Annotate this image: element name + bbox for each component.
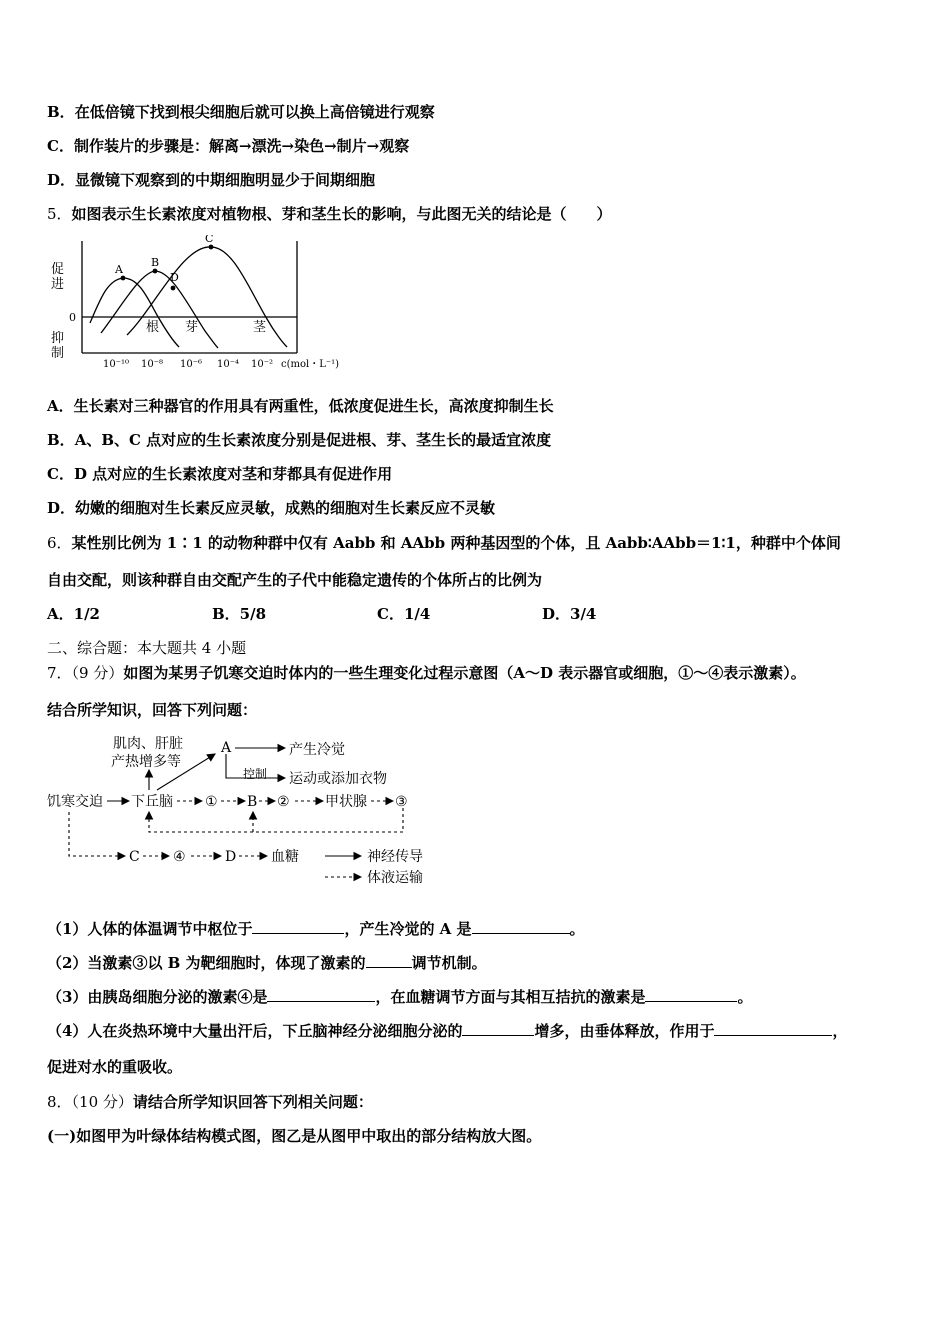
x-unit: c(mol・L⁻¹) [281,359,340,370]
point-c [209,245,214,250]
legend-fluid: 体液运输 [367,870,423,886]
q8-part1: (一)如图甲为叶绿体结构模式图，图乙是从图甲中取出的部分结构放大图。 [47,1127,542,1145]
bud-curve [101,271,218,348]
label-a: A [115,263,123,276]
organ-stem: 茎 [253,320,267,335]
q7-stem-line2: 结合所学知识，回答下列问题： [47,701,258,719]
organ-root: 根 [146,320,160,335]
answer-blank[interactable] [252,918,344,934]
node-heat: 产热增多等 [111,754,181,770]
point-b [153,269,158,274]
node-muscle-liver: 肌肉、肝脏 [113,736,183,752]
node-thyroid: 甲状腺 [325,794,367,810]
tick-2: 10⁻⁸ [141,359,164,370]
tick-5: 10⁻² [251,359,274,370]
root-curve [90,278,179,347]
answer-blank[interactable] [267,986,375,1002]
tick-3: 10⁻⁶ [180,359,203,370]
node-hormone-2: ② [277,794,290,810]
auxin-graph [45,235,365,375]
q6-stem-line2: 自由交配，则该种群自由交配产生的子代中能稳定遗传的个体所占的比例为 [47,571,543,589]
node-control: 控制 [243,767,268,781]
q7-stem-line1: 7．（9 分）如图为某男子饥寒交迫时体内的一些生理变化过程示意图（A～D 表示器官或细胞，①～④表示激素）。 [47,664,806,682]
q5-option-a: A．生长素对三种器官的作用具有两重性，低浓度促进生长，高浓度抑制生长 [47,397,554,415]
node-c: C [129,849,140,865]
q6-option-c: C．1/4 [377,605,431,623]
q7-sub3: （3）由胰岛细胞分泌的激素④是 ，在血糖调节方面与其相互拮抗的激素是 。 [47,988,753,1006]
tick-1: 10⁻¹⁰ [103,359,130,370]
organ-bud: 芽 [185,320,199,335]
node-hypothalamus: 下丘脑 [131,794,173,810]
answer-blank[interactable] [462,1020,534,1036]
q7-sub4-line2: 促进对水的重吸收。 [47,1058,183,1076]
q5-option-d: D．幼嫩的细胞对生长素反应灵敏，成熟的细胞对生长素反应不灵敏 [47,499,496,517]
q6-stem-line1: 6．某性别比例为 1∶1 的动物种群中仅有 Aabb 和 AAbb 两种基因型的个体，且 Aabb∶AAbb＝1∶1，种群中个体间 [47,534,841,552]
y-zero: 0 [69,311,76,324]
y-label-promote: 促 [51,262,65,277]
q4-option-c: C．制作装片的步骤是：解离→漂洗→染色→制片→观察 [47,137,410,155]
answer-blank[interactable] [472,918,570,934]
label-c: C [205,235,214,245]
answer-blank[interactable] [645,986,737,1002]
q5-stem: 5．如图表示生长素浓度对植物根、芽和茎生长的影响，与此图无关的结论是（ ） [47,205,612,223]
node-blood-sugar: 血糖 [271,849,299,865]
section-title: 二、综合题：本大题共 4 小题 [47,639,247,657]
point-a [121,276,126,281]
q4-option-d: D．显微镜下观察到的中期细胞明显少于间期细胞 [47,171,376,189]
q5-option-c: C．D 点对应的生长素浓度对茎和芽都具有促进作用 [47,465,393,483]
tick-4: 10⁻⁴ [217,359,240,370]
q7-sub4: （4）人在炎热环境中大量出汗后，下丘脑神经分泌细胞分泌的 增多，由垂体释放，作用于 ， [47,1022,848,1040]
q7-sub2: （2）当激素③以 B 为靶细胞时，体现了激素的 调节机制。 [47,954,487,972]
q6-option-b: B．5/8 [212,605,267,623]
q8-stem: 8．（10 分）请结合所学知识回答下列相关问题： [47,1093,373,1111]
point-d [171,286,176,291]
answer-blank[interactable] [714,1020,832,1036]
q6-option-d: D．3/4 [542,605,597,623]
legend-nerve: 神经传导 [367,849,423,865]
node-b: B [247,794,258,810]
q6-option-a: A．1/2 [47,605,100,623]
node-a: A [221,740,232,756]
label-d: D [170,271,179,284]
node-exercise: 运动或添加衣物 [289,771,387,787]
q7-sub1: （1）人体的体温调节中枢位于 ，产生冷觉的 A 是 。 [47,920,585,938]
y-label-promote-2: 进 [51,277,65,292]
node-d: D [225,849,237,865]
y-label-inhibit: 抑 [51,331,65,346]
node-cold-hunger: 饥寒交迫 [47,794,103,810]
q5-option-b: B．A、B、C 点对应的生长素浓度分别是促进根、芽、茎生长的最适宜浓度 [47,431,552,449]
label-b: B [151,256,160,269]
regulation-diagram [45,730,465,890]
node-hormone-4: ④ [173,849,186,865]
q4-option-b: B．在低倍镜下找到根尖细胞后就可以换上高倍镜进行观察 [47,103,435,121]
node-hormone-1: ① [205,794,218,810]
y-label-inhibit-2: 制 [51,346,65,361]
answer-blank[interactable] [366,952,412,968]
node-hormone-3: ③ [395,794,408,810]
node-cold-feeling: 产生冷觉 [289,742,345,758]
